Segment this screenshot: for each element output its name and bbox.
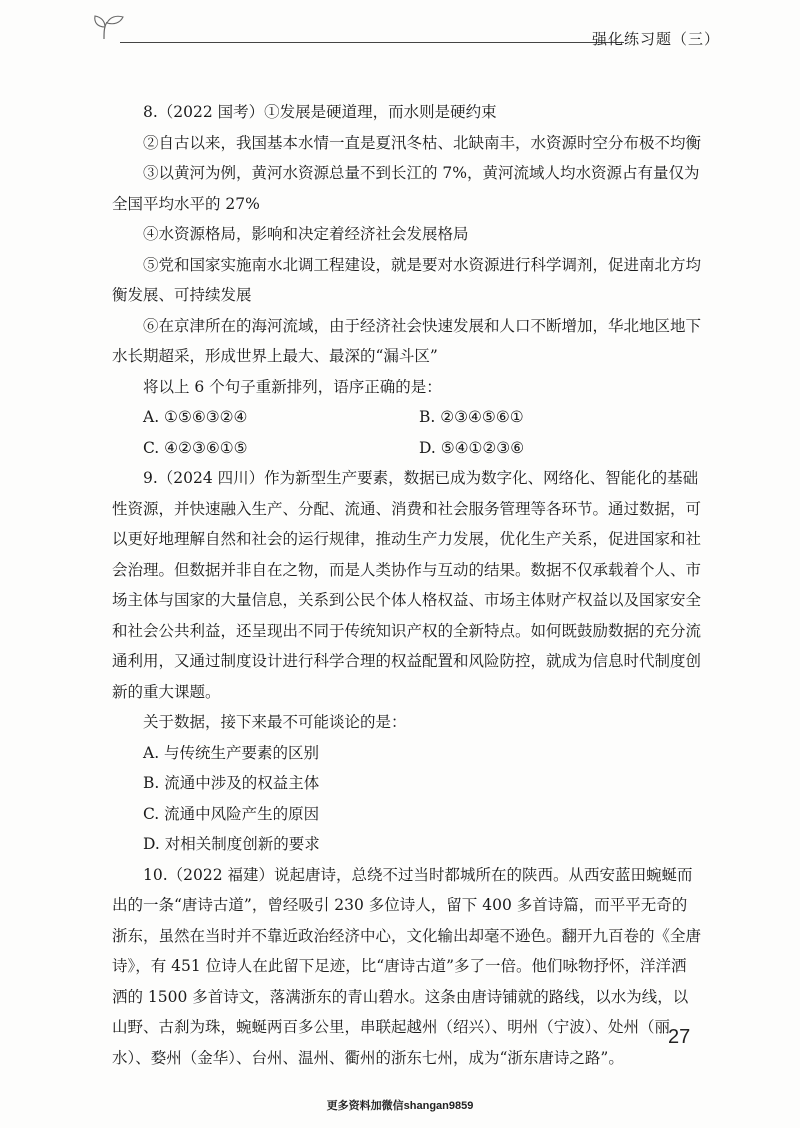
q9-question: 关于数据，接下来最不可能谈论的是： — [143, 713, 407, 731]
q8-option-c: C. ④②③⑥①⑤ — [143, 438, 248, 457]
q8-question: 将以上 6 个句子重新排列，语序正确的是： — [143, 377, 442, 396]
page-content — [112, 97, 702, 1073]
section-title: 强化练习题（三） — [591, 30, 720, 48]
q9-option-a: A. 与传统生产要素的区别 — [143, 743, 320, 762]
q8-option-d: D. ⑤④①②③⑥ — [419, 438, 525, 457]
footer-note: 更多资料加微信shangan9859 — [326, 1100, 474, 1112]
q9-option-d: D. 对相关制度创新的要求 — [143, 835, 320, 853]
q8-sentence-5: ⑤党和国家实施南水北调工程建设，就是要对水资源进行科学调剂，促进南北方均衡发展、可持续发展 — [112, 255, 702, 304]
q10-passage: 10.（2022 福建）说起唐诗，总绕不过当时都城所在的陕西。从西安蓝田蜿蜒而出的一条“唐诗古道”，曾经吸引 230 多位诗人，留下 400 多首诗篇，而平平无奇的浙东，虽然在当时并不靠近政治经济中心，文化输出却毫不逊色。翻开九百卷的《全唐诗》，有 451 位诗人在此留下足迹，比“唐诗古道”多了一倍。他们咏物抒怀，洋洋洒洒的 1500 多首诗文，落满浙东的青山碧水。这条由唐诗铺就的路线，以水为线，以山野、古刹为珠，蜿蜒两百多公里，串联起越州（绍兴）、明州（宁波）、处州（丽水）、婺州（金华）、台州、温州、衢州的浙东七州，成为“浙东唐诗之路”。 — [112, 865, 702, 1067]
q8-stem: 8.（2022 国考）①发展是硬道理，而水则是硬约束 — [143, 103, 497, 121]
q8-options — [112, 402, 702, 463]
q8-option-a: A. ①⑤⑥③②④ — [143, 408, 248, 426]
q9-option-b: B. 流通中涉及的权益主体 — [143, 774, 320, 792]
q8-sentence-3: ③以黄河为例，黄河水资源总量不到长江的 7%，黄河流域人均水资源占有量仅为全国平均水平的 27% — [112, 164, 700, 213]
page-header — [92, 12, 720, 46]
q8-sentence-4: ④水资源格局，影响和决定着经济社会发展格局 — [143, 225, 469, 243]
q8-option-b: B. ②③④⑤⑥① — [419, 408, 524, 426]
q8-sentence-6: ⑥在京津所在的海河流域，由于经济社会快速发展和人口不断增加，华北地区地下水长期超采，形成世界上最大、最深的“漏斗区” — [112, 316, 702, 365]
q9-passage: 9.（2024 四川）作为新型生产要素，数据已成为数字化、网络化、智能化的基础性资源，并快速融入生产、分配、流通、消费和社会服务管理等各环节。通过数据，可以更好地理解自然和社会的运行规律，推动生产力发展，优化生产关系，促进国家和社会治理。但数据并非自在之物，而是人类协作与互动的结果。数据不仅承载着个人、市场主体与国家的大量信息，关系到公民个体人格权益、市场主体财产权益以及国家安全和社会公共利益，还呈现出不同于传统知识产权的全新特点。如何既鼓励数据的充分流通利用，又通过制度设计进行科学合理的权益配置和风险防控，就成为信息时代制度创新的重大课题。 — [112, 469, 702, 701]
leaf-sprout-icon — [92, 14, 126, 40]
page-number: 27 — [668, 1026, 691, 1048]
header-rule — [120, 42, 624, 43]
q9-option-c: C. 流通中风险产生的原因 — [143, 804, 320, 823]
q8-sentence-2: ②自古以来，我国基本水情一直是夏汛冬枯、北缺南丰，水资源时空分布极不均衡 — [143, 133, 702, 152]
